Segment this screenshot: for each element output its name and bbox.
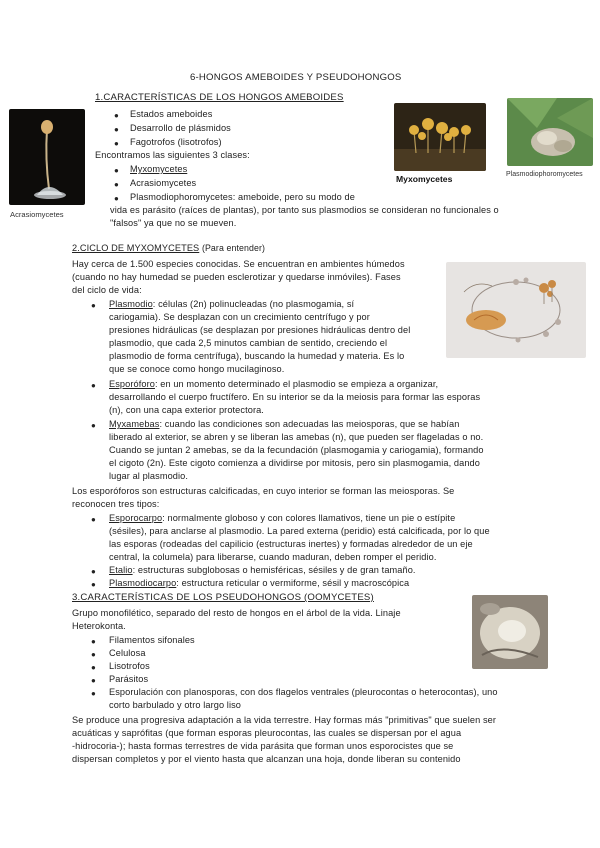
s2-esporoforo-line: desarrollando el cuerpo fructífero. En su interior se da la meiosis para formar las esporas xyxy=(109,392,481,402)
plasmodiocarpo-term: Plasmodiocarpo xyxy=(109,578,177,588)
s1-bullet: Desarrollo de plásmidos xyxy=(130,123,231,133)
s2-myxamebas-line: Myxamebas: cuando las condiciones son adecuadas las meiosporas, que se habían xyxy=(109,419,460,429)
s3-p2: Se produce una progresiva adaptación a la vida terrestre. Hay formas más "primitivas" que suelen ser xyxy=(72,715,497,725)
s2-plasmodio-line: Plasmodio: células (2n) polinucleadas (no plasmogamia, sí xyxy=(109,299,355,309)
s2-p1: (cuando no hay humedad se pueden esclerotizar y quedarse inmóviles). Fases xyxy=(72,272,401,282)
s1-bullet: Estados ameboides xyxy=(130,109,213,119)
s3-p1: Heterokonta. xyxy=(72,621,126,631)
s1-class-acrasiomycetes: Acrasiomycetes xyxy=(130,178,197,188)
etalio-term: Etalio xyxy=(109,565,133,575)
s3-bullet: Filamentos sifonales xyxy=(109,635,195,645)
s3-bullet: Lisotrofos xyxy=(109,661,150,671)
s3-p2: dispersan completos y por el viento hasta que alcanzan una hoja, donde liberan su contenido xyxy=(72,754,461,764)
s2-esporocarpo-line: Esporocarpo: normalmente globoso y con colores llamativos, tiene un pie o estípite xyxy=(109,513,456,523)
s3-p1: Grupo monofilético, separado del resto de hongos en el árbol de la vida. Linaje xyxy=(72,608,401,618)
s2-myxamebas-line: lugar al plasmodio. xyxy=(109,471,189,481)
s2-esporoforo-line: Esporóforo: en un momento determinado el plasmodio se empieza a organizar, xyxy=(109,379,439,389)
esporocarpo-term: Esporocarpo xyxy=(109,513,163,523)
section3-heading: 3.CARACTERÍSTICAS DE LOS PSEUDOHONGOS (OOMYCETES) xyxy=(72,592,374,603)
acrasiomycetes-photo xyxy=(9,109,85,205)
s2-p2: reconocen tres tipos: xyxy=(72,499,160,509)
oomycetes-photo xyxy=(472,595,548,669)
esporoforo-term: Esporóforo xyxy=(109,379,155,389)
s3-bullet-cont: corto barbulado y otro largo liso xyxy=(109,700,241,710)
s2-myxamebas-line: Cuando se juntan 2 amebas, se da la fecundación (plasmogamia y cariogamia), formando xyxy=(109,445,484,455)
myxamebas-term: Myxamebas xyxy=(109,419,160,429)
s1-intro: Encontramos las siguientes 3 clases: xyxy=(95,150,250,160)
plasmodiophoromycetes-caption: Plasmodiophoromycetes xyxy=(506,171,583,178)
s3-bullet: Celulosa xyxy=(109,648,146,658)
s3-bullet: Esporulación con planosporas, con dos flagelos ventrales (pleurocontas o heterocontas), uno xyxy=(109,687,498,697)
s2-plasmodiocarpo-line: Plasmodiocarpo: estructura reticular o vermiforme, sésil y macroscópica xyxy=(109,578,410,588)
s2-p1: Hay cerca de 1.500 especies conocidas. Se encuentran en ambientes húmedos xyxy=(72,259,405,269)
s2-esporocarpo-line: (sésiles), para anclarse al plasmodio. La pared externa (peridio) está calcificada, por lo que xyxy=(109,526,490,536)
s2-esporocarpo-line: las esporas (rodeadas del capilicio (estructuras inertes) y formadas alrededor de un eje xyxy=(109,539,473,549)
s2-plasmodio-line: que se conoce como hongo mucilaginoso. xyxy=(109,364,285,374)
page-title: 6-HONGOS AMEBOIDES Y PSEUDOHONGOS xyxy=(190,72,402,83)
plasmodiophoromycetes-photo xyxy=(507,98,593,166)
s1-bullet: Fagotrofos (lisotrofos) xyxy=(130,137,222,147)
s2-myxamebas-line: liberado al exterior, se abren y se liberan las amebas (n), que pueden ser flageladas o no. xyxy=(109,432,484,442)
s1-class-myxomycetes: Myxomycetes xyxy=(130,164,188,174)
myxomycetes-caption: Myxomycetes xyxy=(396,174,453,184)
s2-plasmodio-line: cariogamia). Se desplazan con un crecimiento centrífugo y por xyxy=(109,312,370,322)
section2-heading xyxy=(72,242,265,255)
s1-class-plasmodio: Plasmodiophoromycetes: ameboide, pero su modo de xyxy=(130,192,355,202)
s2-p2: Los esporóforos son estructuras calcificadas, en cuyo interior se forman las meiosporas. Se xyxy=(72,486,455,496)
myxomycetes-photo xyxy=(394,103,486,171)
s2-etalio-line: Etalio: estructuras subglobosas o hemisféricas, sésiles y de gran tamaño. xyxy=(109,565,416,575)
s2-myxamebas-line: el cigoto (2n). Este cigoto comienza a dividirse por mitosis, pero sin plasmogamia, dando xyxy=(109,458,480,468)
s2-plasmodio-line: plasmodio, que cada 2,5 minutos cambian de sentido, creciendo el xyxy=(109,338,388,348)
s1-cont: vida es parásito (raíces de plantas), por tanto sus plasmodios se consideran no funcionales o xyxy=(110,205,499,215)
s2-plasmodio-line: plasmodio de forma centrífuga), buscando la humedad y materia. Es lo xyxy=(109,351,405,361)
s1-cont: "falsos" ya que no se mueven. xyxy=(110,218,237,228)
s2-esporoforo-line: (n), con una capa exterior protectora. xyxy=(109,405,264,415)
s2-p1: del ciclo de vida: xyxy=(72,285,142,295)
s3-p2: -hidrocoria-); hasta formas terrestres de vida parásita que forman unos esporocistes que se xyxy=(72,741,454,751)
section1-heading: 1.CARACTERÍSTICAS DE LOS HONGOS AMEBOIDES xyxy=(95,92,344,103)
myxomycetes-lifecycle-diagram xyxy=(446,262,586,358)
s3-bullet: Parásitos xyxy=(109,674,149,684)
section2-heading-note: (Para entender) xyxy=(201,243,266,253)
acrasiomycetes-caption: Acrasiomycetes xyxy=(10,210,64,219)
plasmodio-term: Plasmodio xyxy=(109,299,153,309)
s3-p2: acuáticas y saprófitas (que forman esporas pleurocontas, las cuales se dispersan por el agua xyxy=(72,728,462,738)
section2-heading-text: 2.CICLO DE MYXOMYCETES xyxy=(72,243,200,253)
s2-plasmodio-line: presiones hidráulicas (se desplazan por presiones hidráulicas dentro del xyxy=(109,325,411,335)
s2-esporocarpo-line: central, la columela) para liberarse, cuando maduran, deben romper el peridio. xyxy=(109,552,437,562)
